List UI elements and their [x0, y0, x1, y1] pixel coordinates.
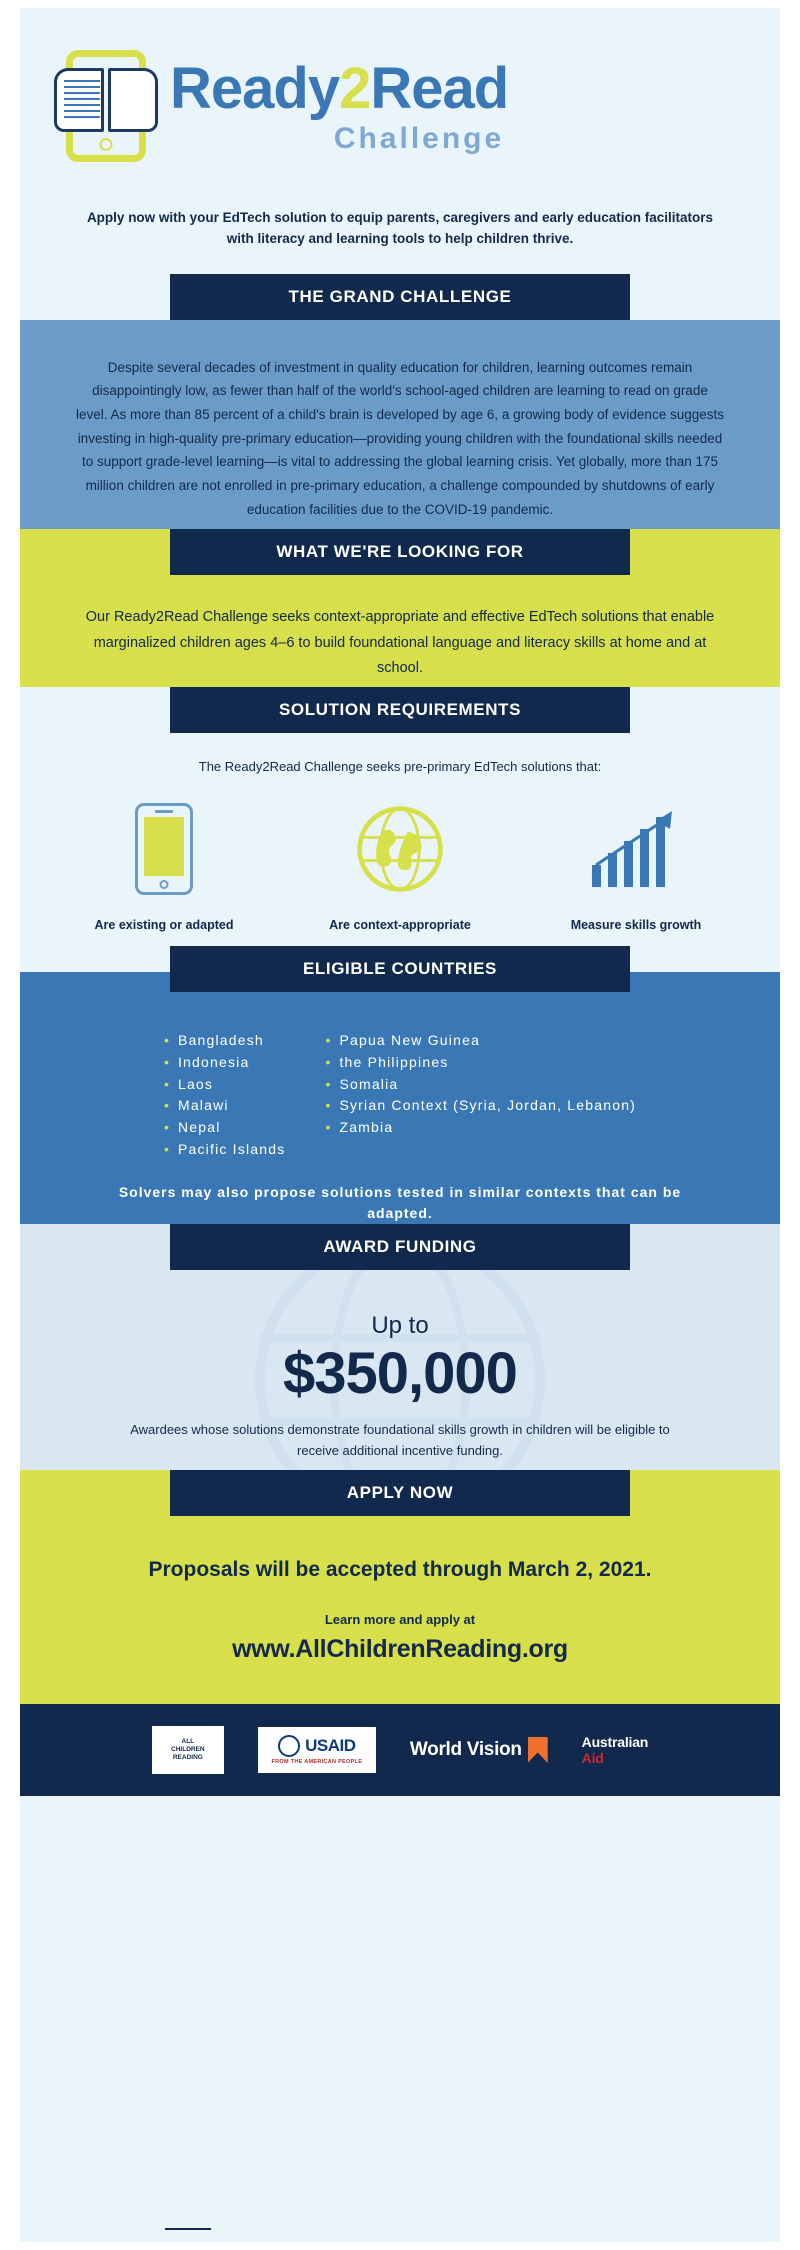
logo-title	[170, 56, 509, 121]
countries-note: Solvers may also propose solutions tested in similar contexts that can be adapted.	[118, 1184, 682, 1222]
australian-aid-line2: Aid	[581, 1749, 604, 1766]
banner-award-funding: AWARD FUNDING	[170, 1224, 630, 1270]
all-children-reading-logo	[152, 1726, 224, 1774]
country-item: • Nepal	[164, 1117, 285, 1139]
countries-banner-area	[20, 959, 780, 1250]
logo-title-number: 2	[339, 56, 371, 121]
banner-looking-for: WHAT WE'RE LOOKING FOR	[170, 529, 630, 575]
bar-chart-growth-icon	[586, 801, 686, 897]
requirements-icon-row	[20, 784, 780, 972]
apply-url-link[interactable]: www.AllChildrenReading.org	[232, 1634, 568, 1663]
requirements-lead: The Ready2Read Challenge seeks pre-primary EdTech solutions that:	[20, 733, 780, 784]
grand-challenge-body: Despite several decades of investment in quality education for children, learning outcomes remain disappointingly low, as fewer than half of the world's school-aged children are learning to read on grade level. As more than 85 percent of a child's brain is developed by age 6, a growing body of evidence suggests investing in high-quality pre-primary education—providing young children with the foundational skills needed to support grade-level learning—is vital to addressing the global learning crisis. Yet globally, more than 175 million children are not enrolled in pre-primary education, a challenge compounded by shutdowns of early education facilities due to the COVID-19 pandemic.	[20, 320, 780, 555]
country-item: • Syrian Context (Syria, Jordan, Lebanon)	[325, 1095, 636, 1117]
banner-grand-challenge: THE GRAND CHALLENGE	[170, 274, 630, 320]
award-body	[20, 1270, 780, 1495]
world-vision-mark-icon	[528, 1737, 548, 1763]
logo-text	[170, 56, 509, 156]
globe-icon	[352, 801, 448, 897]
australian-aid-line1: Australian	[581, 1733, 649, 1750]
intro-text: Apply now with your EdTech solution to equip parents, caregivers and early education facilitators with literacy and learning tools to help children thrive.	[20, 208, 780, 274]
apply-learn-more: Learn more and apply at	[324, 1611, 476, 1627]
country-item: • Laos	[164, 1074, 285, 1096]
usaid-seal-icon	[278, 1735, 300, 1757]
country-item: • Pacific Islands	[164, 1139, 285, 1161]
requirement-caption-2: Are context-appropriate	[329, 918, 471, 933]
tablet-book-icon	[54, 46, 162, 164]
country-item: • Zambia	[325, 1117, 636, 1139]
looking-for-banner-area	[20, 529, 780, 575]
world-vision-logo	[410, 1737, 548, 1763]
country-item: • Bangladesh	[164, 1030, 285, 1052]
header	[20, 8, 780, 208]
apply-deadline: Proposals will be accepted through March 2, 2021.	[148, 1557, 652, 1581]
logo-subtitle: Challenge	[333, 122, 505, 155]
country-item: • Malawi	[164, 1095, 285, 1117]
logo-title-part1: Ready	[170, 56, 340, 121]
usaid-tagline: FROM THE AMERICAN PEOPLE	[271, 1758, 363, 1765]
country-item: • Somalia	[325, 1074, 636, 1096]
grand-challenge-banner-area	[20, 274, 780, 320]
tablet-icon	[135, 803, 193, 895]
requirement-caption-1: Are existing or adapted	[94, 918, 234, 933]
acr-line3: READING	[172, 1753, 203, 1761]
australian-aid-logo	[582, 1734, 648, 1766]
requirement-caption-3: Measure skills growth	[570, 918, 702, 933]
banner-apply-now: APPLY NOW	[170, 1470, 630, 1516]
footer-logos	[20, 1704, 780, 1796]
acr-line1: ALL	[181, 1737, 195, 1745]
award-note: Awardees whose solutions demonstrate foundational skills growth in children will be eligible to receive additional incentive funding.	[130, 1422, 670, 1459]
requirement-item-existing	[64, 794, 264, 932]
eligible-countries-body	[20, 992, 780, 1250]
award-banner-area	[20, 1224, 780, 1270]
country-item: • Indonesia	[164, 1052, 285, 1074]
apply-body	[20, 1516, 780, 1704]
award-amount: $350,000	[283, 1341, 517, 1407]
requirement-item-context	[300, 794, 500, 932]
country-item: • the Philippines	[325, 1052, 636, 1074]
infographic-sheet	[20, 8, 780, 2242]
award-upto-label: Up to	[371, 1312, 429, 1340]
world-vision-wordmark: World Vision	[409, 1738, 522, 1760]
acr-line2: CHILDREN	[171, 1745, 205, 1753]
usaid-logo	[258, 1727, 376, 1773]
countries-column-right	[325, 1030, 636, 1160]
banner-solution-requirements: SOLUTION REQUIREMENTS	[170, 687, 630, 733]
logo-title-part2: Read	[370, 56, 509, 121]
apply-banner-area	[20, 1470, 780, 1516]
requirement-item-measure	[536, 794, 736, 932]
country-item: • Papua New Guinea	[325, 1030, 636, 1052]
usaid-wordmark: USAID	[305, 1735, 356, 1755]
countries-column-left	[164, 1030, 285, 1160]
banner-eligible-countries: ELIGIBLE COUNTRIES	[170, 946, 630, 992]
requirements-banner-area	[20, 687, 780, 733]
looking-for-body: Our Ready2Read Challenge seeks context-appropriate and effective EdTech solutions that enable marginalized children ages 4–6 to build foundational language and literacy skills at home and at school.	[20, 575, 780, 713]
